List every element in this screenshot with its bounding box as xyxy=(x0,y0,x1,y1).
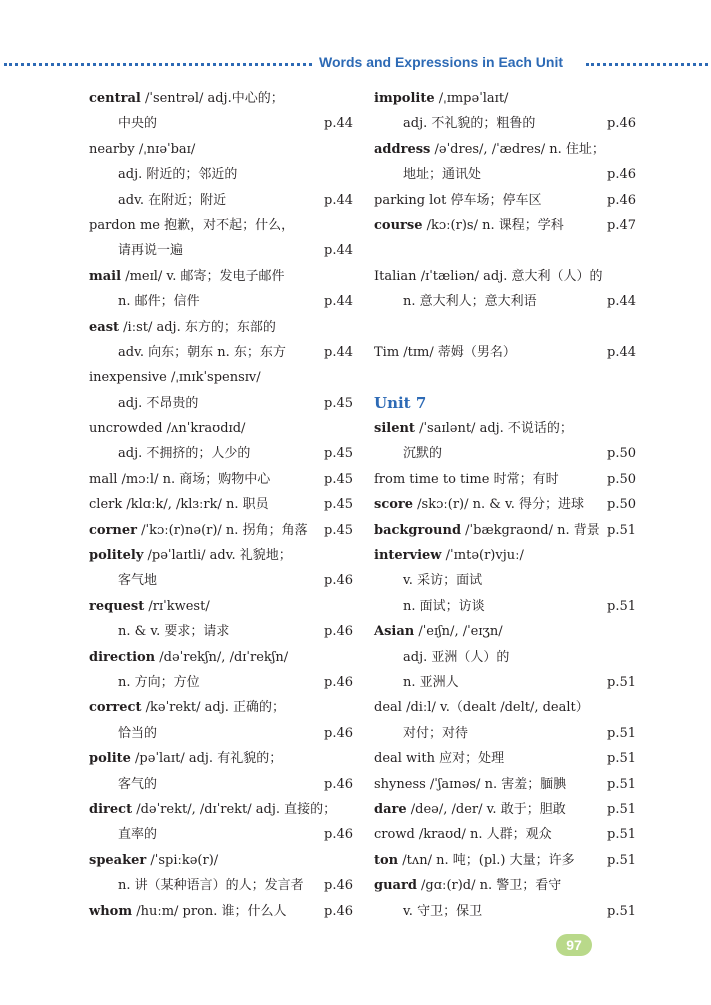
entry-line xyxy=(374,340,636,365)
entry-line xyxy=(374,873,636,898)
entry-line xyxy=(89,899,353,924)
entry-line xyxy=(89,543,353,568)
entry-line xyxy=(89,746,353,771)
definition-text: /meɪl/ v. 邮寄；发电子邮件 xyxy=(121,268,285,284)
entry-line xyxy=(89,467,353,492)
entry-continuation xyxy=(374,899,636,924)
page-reference: p.51 xyxy=(607,827,636,843)
definition-text: n. 讲（某种语言）的人；发言者 xyxy=(118,878,304,894)
definition-text: adj. 附近的；邻近的 xyxy=(118,167,238,183)
entry-gap xyxy=(374,238,636,263)
headword: Tim xyxy=(374,344,400,360)
entry-continuation xyxy=(89,391,353,416)
entry-line xyxy=(374,695,636,720)
entry-continuation xyxy=(89,619,353,644)
page-reference: p.46 xyxy=(324,827,353,843)
definition-text: /tʌn/ n. 吨；(pl.) 大量；许多 xyxy=(398,852,575,868)
page-reference: p.51 xyxy=(607,801,636,817)
definition-text: /mɔːl/ n. 商场；购物中心 xyxy=(117,471,271,487)
entry-line xyxy=(89,315,353,340)
running-header xyxy=(0,52,711,76)
page-reference: p.45 xyxy=(324,446,353,462)
entry-line xyxy=(374,213,636,238)
entry-line xyxy=(374,492,636,517)
entry-continuation xyxy=(374,645,636,670)
headword: background xyxy=(374,522,462,538)
entry-line xyxy=(89,848,353,873)
entry-continuation xyxy=(89,822,353,847)
definition-text: /ˈɪntə(r)vjuː/ xyxy=(441,548,524,564)
definition-text: /diːl/ v.（dealt /delt/, dealt） xyxy=(401,700,589,716)
headword: direct xyxy=(89,801,133,817)
definition-text: /ˌɪnɪkˈspensɪv/ xyxy=(166,370,261,386)
headword: direction xyxy=(89,649,156,665)
definition-text: 中央的 xyxy=(118,116,158,132)
definition-text: /əˈdres/, /ˈædres/ n. 住址； xyxy=(430,141,605,157)
entry-continuation xyxy=(374,670,636,695)
definition-text: 对付；对待 xyxy=(403,725,469,741)
entry-continuation xyxy=(89,670,353,695)
header-dots-right xyxy=(586,63,708,66)
page-reference: p.51 xyxy=(607,852,636,868)
entry-line xyxy=(89,594,353,619)
headword: course xyxy=(374,217,423,233)
definition-text: /ˌnɪəˈbaɪ/ xyxy=(134,141,196,157)
page-reference: p.45 xyxy=(324,471,353,487)
definition-text: 停车场；停车区 xyxy=(446,192,542,208)
page-reference: p.44 xyxy=(324,192,353,208)
entry-line xyxy=(374,543,636,568)
entry-line xyxy=(374,416,636,441)
definition-text: n. 亚洲人 xyxy=(403,674,459,690)
page-reference: p.46 xyxy=(324,573,353,589)
definition-text: /tɪm/ 蒂姆（男名） xyxy=(399,344,516,360)
entry-continuation xyxy=(89,772,353,797)
entry-line xyxy=(89,695,353,720)
headword: from time to time xyxy=(374,471,490,487)
entry-continuation xyxy=(89,162,353,187)
headword: speaker xyxy=(89,852,147,868)
headword: nearby xyxy=(89,141,135,157)
entry-line xyxy=(89,518,353,543)
entry-line xyxy=(89,137,353,162)
entry-continuation xyxy=(374,441,636,466)
page-reference: p.50 xyxy=(607,471,636,487)
headword: score xyxy=(374,497,414,513)
entry-line xyxy=(374,264,636,289)
definition-text: n. 意大利人；意大利语 xyxy=(403,294,537,310)
definition-text: /dəˈrekʃn/, /dɪˈrekʃn/ xyxy=(155,649,289,665)
header-title: Words and Expressions in Each Unit xyxy=(319,54,564,70)
definition-text: 地址；通讯处 xyxy=(403,167,482,183)
definition-text: 恰当的 xyxy=(118,725,158,741)
page-reference: p.46 xyxy=(324,674,353,690)
headword: mall xyxy=(89,471,118,487)
headword: inexpensive xyxy=(89,370,167,386)
header-dots-left xyxy=(4,63,312,66)
headword: polite xyxy=(89,751,131,767)
definition-text: n. 方向；方位 xyxy=(118,674,200,690)
definition-text: /ˈʃaɪnəs/ n. 害羞；腼腆 xyxy=(425,776,567,792)
headword: corner xyxy=(89,522,138,538)
entry-line xyxy=(374,86,636,111)
headword: central xyxy=(89,91,141,106)
entry-line xyxy=(374,467,636,492)
right-column xyxy=(374,86,636,924)
page-reference: p.45 xyxy=(324,522,353,538)
headword: ton xyxy=(374,852,399,868)
entry-line xyxy=(374,822,636,847)
entry-continuation xyxy=(89,238,353,263)
headword: request xyxy=(89,598,145,614)
definition-text: /klɑːk/, /klɜːrk/ n. 职员 xyxy=(122,497,269,513)
definition-text: /ʌnˈkraʊdɪd/ xyxy=(162,421,246,437)
entry-continuation xyxy=(374,289,636,314)
headword: Asian xyxy=(374,624,415,640)
entry-continuation xyxy=(374,568,636,593)
definition-text: adv. 向东；朝东 n. 东；东方 xyxy=(118,344,286,360)
definition-text: /kraʊd/ n. 人群；观众 xyxy=(414,827,552,843)
headword: deal xyxy=(374,700,402,716)
page-reference: p.46 xyxy=(607,167,636,183)
page-reference: p.44 xyxy=(324,344,353,360)
definition-text: v. 采访；面试 xyxy=(403,573,483,589)
entry-line xyxy=(89,264,353,289)
page-reference: p.44 xyxy=(324,116,353,132)
definition-text: 客气地 xyxy=(118,573,158,589)
page-reference: p.47 xyxy=(607,217,636,233)
headword: impolite xyxy=(374,91,435,106)
definition-text: adj. 不礼貌的；粗鲁的 xyxy=(403,116,536,132)
entry-line xyxy=(89,797,353,822)
page-reference: p.46 xyxy=(607,192,636,208)
page-reference: p.44 xyxy=(607,294,636,310)
definition-text: /deə/, /der/ v. 敢于；胆敢 xyxy=(406,801,566,817)
definition-text: /ˈsaɪlənt/ adj. 不说话的； xyxy=(414,421,573,437)
page-reference: p.46 xyxy=(324,878,353,894)
entry-line xyxy=(89,86,353,111)
page-reference: p.50 xyxy=(607,446,636,462)
page-reference: p.51 xyxy=(607,674,636,690)
headword: parking lot xyxy=(374,192,447,208)
definition-text: /ˈspiːkə(r)/ xyxy=(146,852,219,868)
definition-text: /ˈsentrəl/ adj.中心的； xyxy=(140,91,284,106)
definition-text: /dəˈrekt/, /dɪˈrekt/ adj. 直接的； xyxy=(132,801,337,817)
headword: dare xyxy=(374,801,407,817)
definition-text: adj. 不昂贵的 xyxy=(118,395,199,411)
entry-continuation xyxy=(89,568,353,593)
headword: crowd xyxy=(374,827,415,843)
page-reference: p.44 xyxy=(324,243,353,259)
entry-continuation xyxy=(89,289,353,314)
page-reference: p.46 xyxy=(324,624,353,640)
entry-line xyxy=(89,645,353,670)
entry-continuation xyxy=(89,340,353,365)
entry-line xyxy=(374,619,636,644)
entry-line xyxy=(374,518,636,543)
page-reference: p.46 xyxy=(324,903,353,919)
page-reference: p.51 xyxy=(607,725,636,741)
headword: silent xyxy=(374,421,415,437)
page-reference: p.45 xyxy=(324,497,353,513)
headword: mail xyxy=(89,268,122,284)
definition-text: /pəˈlaɪt/ adj. 有礼貌的； xyxy=(130,751,283,767)
page-reference: p.45 xyxy=(324,395,353,411)
definition-text: adv. 在附近；附近 xyxy=(118,192,227,208)
definition-text: /huːm/ pron. 谁；什么人 xyxy=(132,903,287,919)
definition-text: /ˈkɔː(r)nə(r)/ n. 拐角；角落 xyxy=(137,522,308,538)
page-number: 97 xyxy=(556,934,592,956)
definition-text: 应对；处理 xyxy=(434,751,505,767)
definition-text: n. & v. 要求；请求 xyxy=(118,624,230,640)
definition-text: adj. 不拥挤的；人少的 xyxy=(118,446,251,462)
definition-text: /rɪˈkwest/ xyxy=(144,598,210,614)
page-reference: p.44 xyxy=(324,294,353,310)
headword: whom xyxy=(89,903,133,919)
definition-text: /kɔː(r)s/ n. 课程；学科 xyxy=(422,217,564,233)
headword: guard xyxy=(374,878,417,894)
headword: address xyxy=(374,141,431,157)
page-reference: p.46 xyxy=(607,116,636,132)
definition-text: 客气的 xyxy=(118,776,158,792)
page-reference: p.51 xyxy=(607,776,636,792)
entry-line xyxy=(374,797,636,822)
headword: correct xyxy=(89,700,142,716)
page-reference: p.51 xyxy=(607,598,636,614)
definition-text: /skɔː(r)/ n. & v. 得分；进球 xyxy=(413,497,585,513)
page-reference: p.46 xyxy=(324,725,353,741)
entry-continuation xyxy=(89,441,353,466)
definition-text: v. 守卫；保卫 xyxy=(403,903,483,919)
definition-text: 请再说一遍 xyxy=(118,243,184,259)
entry-continuation xyxy=(374,111,636,136)
definition-text: /ɪˈtæliən/ adj. 意大利（人）的 xyxy=(416,268,603,284)
definition-text: 沉默的 xyxy=(403,446,443,462)
headword: east xyxy=(89,319,120,335)
page-reference: p.46 xyxy=(324,776,353,792)
entry-continuation xyxy=(89,188,353,213)
entry-line xyxy=(374,746,636,771)
entry-line xyxy=(89,492,353,517)
entry-gap xyxy=(374,365,636,390)
entry-line xyxy=(89,213,353,238)
definition-text: /gɑː(r)d/ n. 警卫；看守 xyxy=(416,878,562,894)
definition-text: /ˈeɪʃn/, /ˈeɪʒn/ xyxy=(414,624,503,640)
definition-text: 直率的 xyxy=(118,827,158,843)
definition-text: n. 邮件；信件 xyxy=(118,294,200,310)
definition-text: /ˌɪmpəˈlaɪt/ xyxy=(434,91,509,106)
headword: pardon me xyxy=(89,217,160,233)
headword: uncrowded xyxy=(89,421,163,437)
entry-continuation xyxy=(374,162,636,187)
left-column xyxy=(89,86,353,924)
entry-continuation xyxy=(89,111,353,136)
definition-text: /ˈbækgraʊnd/ n. 背景 xyxy=(461,522,600,538)
definition-text: /pəˈlaɪtli/ adv. 礼貌地； xyxy=(143,548,292,564)
entry-continuation xyxy=(89,721,353,746)
entry-line xyxy=(89,416,353,441)
definition-text: n. 面试；访谈 xyxy=(403,598,485,614)
page-reference: p.51 xyxy=(607,522,636,538)
entry-line xyxy=(374,772,636,797)
definition-text: adj. 亚洲（人）的 xyxy=(403,649,510,665)
headword: politely xyxy=(89,548,144,564)
entry-continuation xyxy=(374,594,636,619)
unit-heading: Unit 7 xyxy=(374,393,427,412)
headword: shyness xyxy=(374,776,426,792)
headword: deal with xyxy=(374,751,435,767)
headword: interview xyxy=(374,548,442,564)
entry-line xyxy=(374,137,636,162)
entry-continuation xyxy=(89,873,353,898)
entry-line xyxy=(374,188,636,213)
entry-gap xyxy=(374,315,636,340)
page-reference: p.50 xyxy=(607,497,636,513)
page-reference: p.44 xyxy=(607,344,636,360)
page-reference: p.51 xyxy=(607,903,636,919)
entry-line xyxy=(374,848,636,873)
definition-text: /kəˈrekt/ adj. 正确的； xyxy=(141,700,286,716)
entry-line xyxy=(89,365,353,390)
page-reference: p.51 xyxy=(607,751,636,767)
definition-text: 抱歉，对不起；什么， xyxy=(159,217,295,233)
headword: Italian xyxy=(374,268,417,284)
definition-text: 时常；有时 xyxy=(489,471,559,487)
definition-text: /iːst/ adj. 东方的；东部的 xyxy=(119,319,276,335)
entry-continuation xyxy=(374,721,636,746)
headword: clerk xyxy=(89,497,123,513)
